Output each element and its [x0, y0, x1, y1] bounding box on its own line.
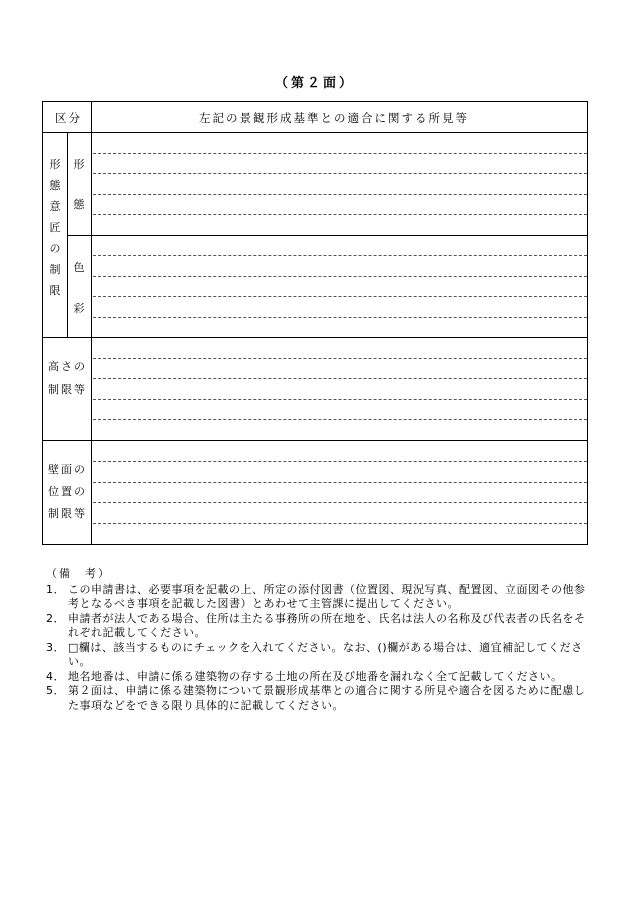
- group1-height-divider: [43, 337, 587, 338]
- page-title: （第２面）: [274, 76, 355, 91]
- sub-form-char2: 態: [73, 198, 85, 211]
- writing-line: [93, 502, 587, 503]
- wall-label-line1: 壁面の: [48, 463, 87, 476]
- wall-label-line2: 位置の: [48, 485, 87, 498]
- note-text: この申請書は、必要事項を記載の上、所定の添付図書（位置図、現況写真、配置図、立面図その他参考となるべき事項を記載した図書）とあわせて主管課に提出してください。: [68, 582, 586, 610]
- note-text: 地名地番は、申請に係る建築物の存する土地の所在及び地番を漏れなく全て記載してください。: [68, 669, 563, 683]
- note-number: 5．: [46, 684, 65, 697]
- writing-line: [93, 317, 587, 318]
- notes-section: [46, 567, 586, 713]
- header-divider: [43, 132, 587, 133]
- note-item-4: [46, 670, 586, 685]
- writing-line: [93, 255, 587, 256]
- writing-line: [93, 523, 587, 524]
- form-color-divider: [67, 235, 587, 236]
- group1-label-char: 匠: [49, 221, 61, 234]
- sub-color-char2: 彩: [73, 302, 85, 315]
- note-number: 1．: [46, 582, 65, 596]
- group1-label-char: 態: [49, 179, 61, 192]
- group1-label-char: 制: [49, 263, 61, 276]
- writing-line: [93, 482, 587, 483]
- writing-line: [93, 194, 587, 195]
- writing-line: [93, 153, 587, 154]
- note-item-5: [46, 684, 586, 713]
- note-text: 第２面は、申請に係る建築物について景観形成基準との適合に関する所見や適合を図るために配慮した事項などをできる限り具体的に記載してください。: [68, 684, 586, 712]
- note-text: □欄は、該当するものにチェックを入れてください。なお、()欄がある場合は、適宜補記してください。: [68, 640, 583, 668]
- writing-line: [93, 214, 587, 215]
- height-label-line2: 制限等: [48, 383, 87, 396]
- column-divider: [91, 102, 92, 544]
- notes-heading: （備 考）: [46, 567, 111, 580]
- header-content: 左記の景観形成基準との適合に関する所見等: [199, 111, 469, 125]
- header-category: 区分: [55, 111, 82, 125]
- findings-table: [42, 101, 588, 545]
- writing-line: [93, 399, 587, 400]
- height-wall-divider: [43, 440, 587, 441]
- writing-line: [93, 358, 587, 359]
- group1-label-char: 形: [49, 158, 61, 171]
- group1-label-char: 限: [49, 284, 61, 297]
- note-number: 2．: [46, 611, 65, 625]
- writing-line: [93, 276, 587, 277]
- writing-line: [93, 173, 587, 174]
- note-number: 4．: [46, 669, 65, 683]
- note-number: 3．: [46, 640, 65, 654]
- writing-line: [93, 378, 587, 379]
- sub-form-char1: 形: [73, 158, 85, 171]
- note-text: 申請者が法人である場合、住所は主たる事務所の所在地を、氏名は法人の名称及び代表者の氏名をそれぞれ記載してください。: [68, 611, 586, 639]
- note-item-3: [46, 641, 586, 670]
- writing-line: [93, 419, 587, 420]
- group1-label-char: 意: [49, 200, 61, 213]
- group1-label: [48, 154, 62, 301]
- note-item-1: [46, 583, 586, 612]
- sub-color-char1: 色: [73, 261, 85, 274]
- wall-label-line3: 制限等: [48, 507, 87, 520]
- writing-line: [93, 461, 587, 462]
- group1-label-char: の: [49, 242, 61, 255]
- note-item-2: [46, 612, 586, 641]
- writing-line: [93, 296, 587, 297]
- height-label-line1: 高さの: [48, 360, 87, 373]
